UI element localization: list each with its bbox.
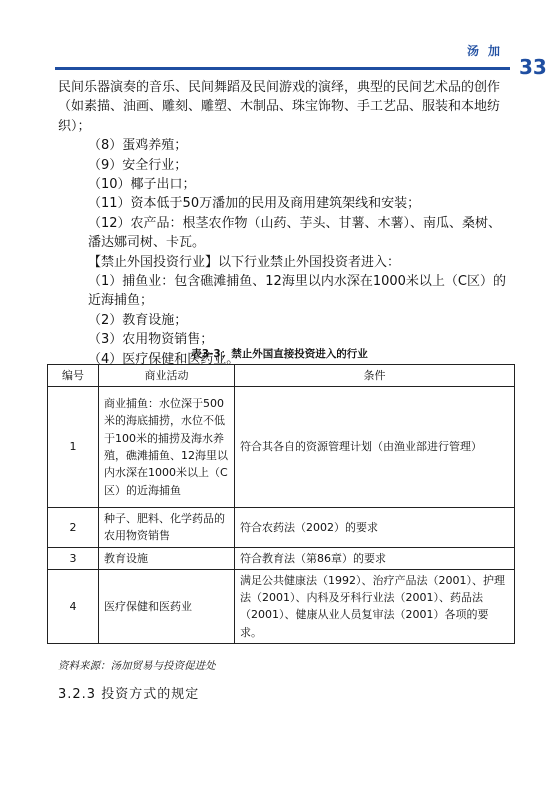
- body-line: （10）椰子出口；: [88, 177, 196, 193]
- table-header-row: [48, 365, 515, 387]
- body-text: [58, 78, 513, 369]
- cell-activity: 医疗保健和医药业: [99, 569, 235, 643]
- body-line: （9）安全行业；: [88, 157, 188, 173]
- section-heading: 3.2.3 投资方式的规定: [58, 687, 200, 702]
- column-header-number: 编号: [48, 365, 99, 387]
- cell-number: 3: [48, 547, 99, 569]
- body-line: （2）教育设施；: [88, 312, 188, 328]
- table-row: [48, 569, 515, 643]
- cell-activity: 种子、肥料、化学药品的农用物资销售: [99, 508, 235, 548]
- running-header-country: 汤加: [467, 44, 510, 58]
- cell-activity: 教育设施: [99, 547, 235, 569]
- header-rule: [55, 67, 510, 70]
- body-line: （12）农产品：根茎农作物（山药、芋头、甘薯、木薯）、南瓜、桑树、潘达娜司树、卡瓦。: [88, 215, 502, 251]
- cell-number: 4: [48, 569, 99, 643]
- body-line: （1）捕鱼业：包含礁滩捕鱼、12海里以内水深在1000米以上（C区）的近海捕鱼；: [88, 274, 506, 309]
- body-line: 民间乐器演奏的音乐、民间舞蹈及民间游戏的演绎，典型的民间艺术品的创作（如素描、油画、雕刻、雕塑、木制品、珠宝饰物、手工艺品、服装和本地纺织）；: [58, 80, 501, 134]
- cell-condition: 符合教育法（第86章）的要求: [235, 547, 515, 569]
- cell-condition: 符合农药法（2002）的要求: [235, 508, 515, 548]
- cell-condition: 满足公共健康法（1992）、治疗产品法（2001）、护理法（2001）、内科及牙科行业法（2001）、药品法（2001）、健康从业人员复审法（2001）各项的要求。: [235, 569, 515, 643]
- table-row: [48, 547, 515, 569]
- column-header-activity: 商业活动: [99, 365, 235, 387]
- table-row: [48, 508, 515, 548]
- cell-number: 1: [48, 387, 99, 508]
- cell-activity: 商业捕鱼：水位深于500米的海底捕捞，水位不低于100米的捕捞及海水养殖，礁滩捕鱼、12海里以内水深在1000米以上（C区）的近海捕鱼: [99, 387, 235, 508]
- column-header-condition: 条件: [235, 365, 515, 387]
- body-line: （8）蛋鸡养殖；: [88, 138, 188, 154]
- table-caption: 表3-3：禁止外国直接投资进入的行业: [191, 348, 368, 360]
- body-line: 【禁止外国投资行业】以下行业禁止外国投资者进入：: [88, 254, 401, 270]
- body-line: （11）资本低于50万潘加的民用及商用建筑架线和安装；: [88, 196, 421, 212]
- page-number: 33: [519, 55, 547, 79]
- table-row: [48, 387, 515, 508]
- body-line: （4）医疗保健和医药业。: [88, 351, 240, 367]
- cell-number: 2: [48, 508, 99, 548]
- prohibited-industries-table: [47, 364, 515, 644]
- cell-condition: 符合其各自的资源管理计划（由渔业部进行管理）: [235, 387, 515, 508]
- body-line: （3）农用物资销售；: [88, 332, 214, 348]
- table-source-note: 资料来源：汤加贸易与投资促进处: [58, 660, 216, 672]
